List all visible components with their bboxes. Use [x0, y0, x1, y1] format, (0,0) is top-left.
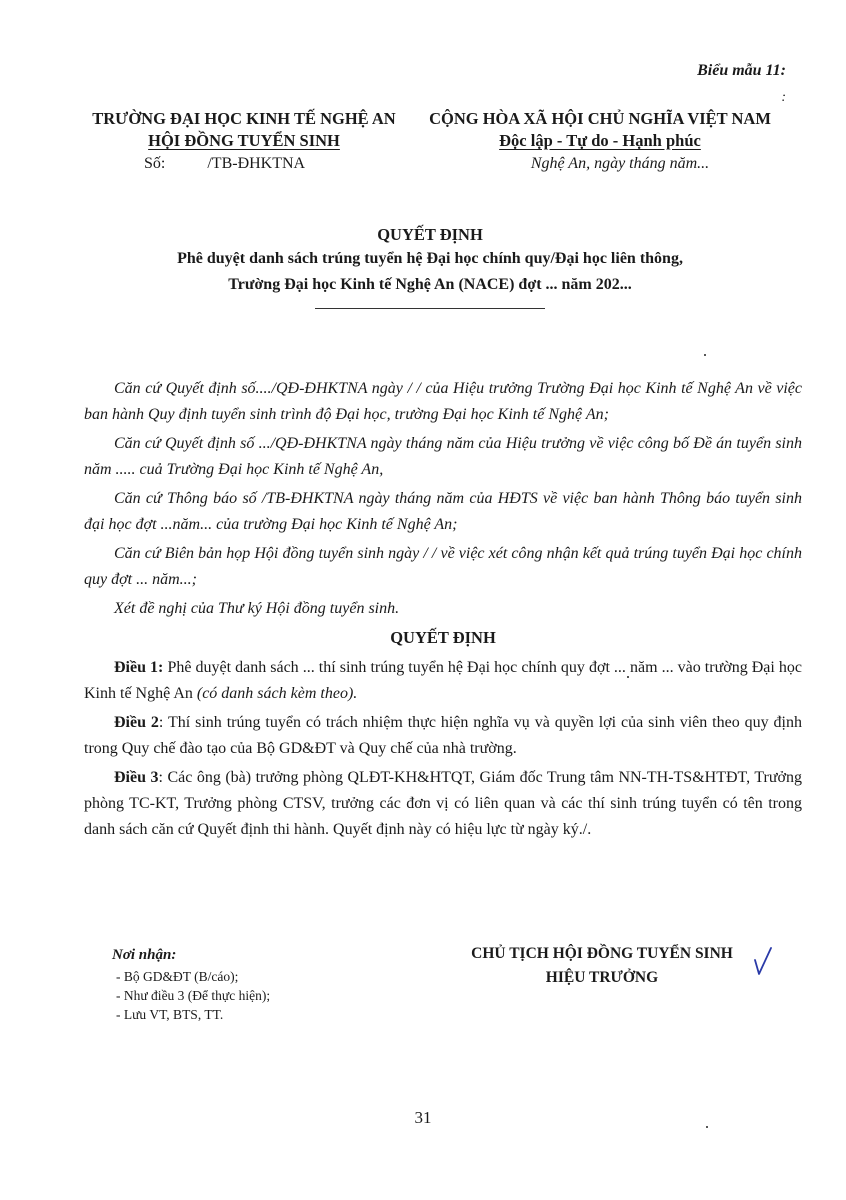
- scan-speck: [627, 676, 629, 678]
- recipient-item: - Lưu VT, BTS, TT.: [116, 1007, 224, 1022]
- recipient-item: - Như điều 3 (Để thực hiện);: [116, 988, 271, 1003]
- title-divider: [315, 308, 545, 309]
- recipients-title: Nơi nhận:: [112, 947, 177, 963]
- basis-2: Căn cứ Quyết định số .../QĐ-ĐHKTNA ngày tháng năm của Hiệu trưởng về việc công bố Đề án tuyển sinh năm ..... cuả Trường Đại học Kinh tế Nghệ An,: [84, 435, 802, 478]
- article-2-label: Điều 2: [114, 714, 159, 731]
- title-line-1: Phê duyệt danh sách trúng tuyển hệ Đại học chính quy/Đại học liên thông,: [177, 250, 683, 267]
- article-1-text: Phê duyệt danh sách ... thí sinh trúng tuyển hệ Đại học chính quy đợt ... năm ... vào trường Đại học Kinh tế Nghệ An: [84, 659, 803, 702]
- basis-4: Căn cứ Biên bản họp Hội đồng tuyển sinh ngày / / về việc xét công nhận kết quả trúng tuyển Đại học chính quy đợt ... năm...;: [84, 545, 802, 588]
- council-name-text: HỘI ĐỒNG TUYỂN SINH: [148, 131, 340, 150]
- article-3-text: : Các ông (bà) trưởng phòng QLĐT-KH&HTQT, Giám đốc Trung tâm NN-TH-TS&HTĐT, Trưởng phòng TC-KT, Trưởng phòng CTSV, trưởng các đơn vị có liên quan và các thí sinh trúng tuyển có tên trong danh sách căn cứ Quyết định thi hành. Quyết định này có hiệu lực từ ngày ký./.: [84, 769, 803, 838]
- national-header: [414, 108, 786, 176]
- article-2: [84, 710, 802, 762]
- number-prefix: Số:: [144, 155, 166, 172]
- number-suffix: /TB-ĐHKTNA: [207, 155, 306, 172]
- national-motto-text: Độc lập - Tự do - Hạnh phúc: [499, 131, 701, 150]
- recipient-item: - Bộ GD&ĐT (B/cáo);: [116, 969, 239, 984]
- document-body: [84, 376, 802, 846]
- article-3: [84, 765, 802, 843]
- article-3-label: Điều 3: [114, 769, 159, 786]
- form-label: Biểu mẫu 11:: [697, 62, 786, 79]
- signature-block: [432, 942, 772, 990]
- article-1-note: (có danh sách kèm theo).: [196, 685, 358, 702]
- document-number: [84, 152, 404, 176]
- title-line-2: Trường Đại học Kinh tế Nghệ An (NACE) đợt ... năm 202...: [228, 276, 632, 293]
- basis-1: Căn cứ Quyết định số..../QĐ-ĐHKTNA ngày / / của Hiệu trưởng Trường Đại học Kinh tế Nghệ An về việc ban hành Quy định tuyển sinh trình độ Đại học, trường Đại học Kinh tế Nghệ An;: [84, 380, 802, 423]
- scan-speck: [706, 1126, 708, 1128]
- national-motto: [414, 130, 786, 152]
- university-name: TRƯỜNG ĐẠI HỌC KINH TẾ NGHỆ AN: [92, 109, 396, 128]
- scan-speck: [704, 354, 706, 356]
- nation-title: CỘNG HÒA XÃ HỘI CHỦ NGHĨA VIỆT NAM: [429, 109, 771, 128]
- document-title: [80, 224, 780, 309]
- decision-heading: QUYẾT ĐỊNH: [390, 628, 496, 647]
- article-2-text: : Thí sinh trúng tuyển có trách nhiệm thực hiện nghĩa vụ và quyền lợi của sinh viên theo quy định trong Quy chế đào tạo của Bộ GD&ĐT và Quy chế của nhà trường.: [84, 714, 803, 757]
- page-number: 31: [414, 1108, 432, 1127]
- signer-position: HIỆU TRƯỞNG: [545, 969, 659, 986]
- basis-5: Xét đề nghị của Thư ký Hội đồng tuyển sinh.: [114, 600, 400, 617]
- council-name: [84, 130, 404, 152]
- article-1: [84, 655, 802, 707]
- recipients: [112, 946, 270, 1024]
- basis-3: Căn cứ Thông báo số /TB-ĐHKTNA ngày tháng năm của HĐTS về việc ban hành Thông báo tuyển sinh đại học đợt ...năm... của trường Đại học Kinh tế Nghệ An;: [84, 490, 802, 533]
- check-mark-icon: [752, 946, 774, 980]
- signer-title: CHỦ TỊCH HỘI ĐỒNG TUYỂN SINH: [471, 945, 733, 962]
- issuer-header: [84, 108, 404, 176]
- place-date: Nghệ An, ngày tháng năm...: [530, 155, 710, 172]
- article-1-label: Điều 1:: [114, 659, 164, 676]
- form-colon: :: [781, 90, 786, 105]
- title-main: QUYẾT ĐỊNH: [377, 225, 483, 244]
